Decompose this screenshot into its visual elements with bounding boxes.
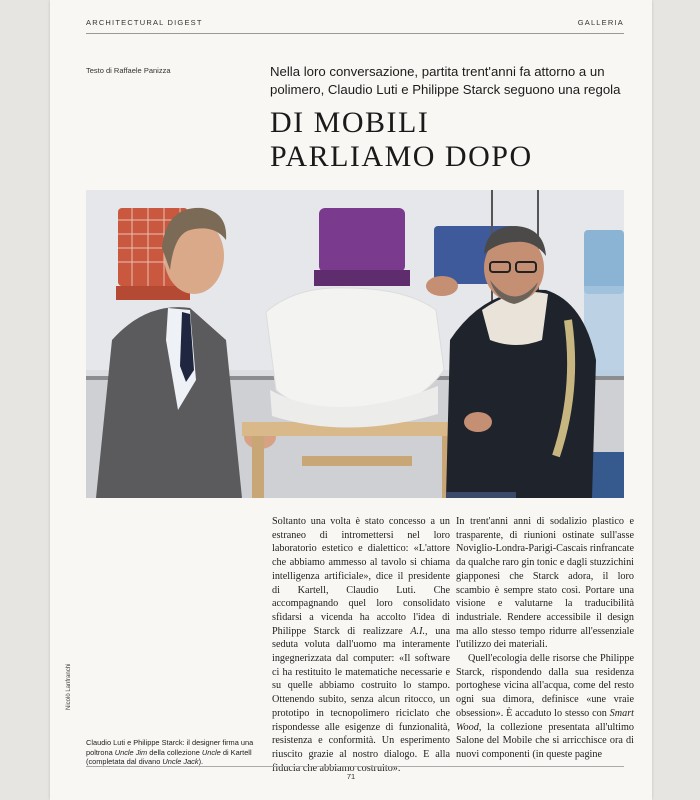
table-rail [302,456,412,466]
deck: Nella loro conversazione, partita trent'anni fa attorno a un polimero, Claudio Luti e Philippe Starck seguono una regola [270,64,621,97]
caption-text: di Kartell (completata dal divano [86,747,252,767]
white-chair-back [266,288,444,412]
caption-product-name: Uncle Jim [114,747,148,757]
footer-rule [86,766,624,767]
body-column-1 [272,515,450,775]
emphasis: A.I. [410,625,426,637]
body-paragraph: Soltanto una volta è stato concesso a un estraneo di intromettersi nel loro laboratorio estetico e dialettico: «L'attore che abbiamo ammesso al tavolo si chiama intelligenza artificiale», dice il presidente di Kartell, Claudio Luti. Che accompagnando quel loro consolidato sfidarsi a vicenda ha accolto l'idea di Philippe Starck di realizzare A.I., una seduta voluta dall'uomo ma interamente ingegnerizzata dal computer: «Il software ci ha restituito le matematiche necessarie e su quelle abbiamo costruito lo stampo. Ottenendo subito, senza alcun ritocco, un prototipo in tecnopolimero riciclato che rispondesse alle esigenze di funzionalità, resistenza e conformità. Un esperimento riuscito grazie al nostro dialogo. E alla fiducia che abbiamo costruito». [272,516,450,774]
jeans [446,492,516,498]
photo-caption [86,738,261,767]
caption-collection-name: Uncle [201,747,221,757]
headline-line-1: DI MOBILI [270,106,430,139]
magazine-name: ARCHITECTURAL DIGEST [86,18,203,27]
headline [270,106,630,174]
caption-product-name: Uncle Jack [162,757,199,767]
light-blue-chair [584,230,624,294]
body-paragraph: In trent'anni anni di sodalizio plastico e trasparente, di riunioni ostinate sull'asse Noviglio-Londra-Parigi-Cascais rinfrancate da qualche raro gin tonic e dagli stuzzichini giapponesi che Starck adora, il loro scambio è sempre stato così. Portare una visione e valutarne la traducibilità industriale. Rendere accessibile il design ma allo stesso tempo ridurre all'essenziale l'utilizzo dei materiali. [456,516,634,651]
section-name: GALLERIA [577,18,624,27]
emphasis: Smart Wood [456,707,634,733]
author-credit: Testo di Raffaele Panizza [86,66,171,75]
caption-text: della collezione [147,747,202,757]
header-rule [86,33,624,34]
right-man-hand [426,276,458,296]
photo-illustration [86,190,624,498]
headline-line-2: PARLIAMO DOPO [270,140,533,173]
body-column-2 [456,515,634,762]
photo-credit: Nicolò Lanfranchi [66,663,72,710]
caption-text: Claudio Luti e Philippe Starck: il designer firma una poltrona [86,738,254,757]
purple-chair [319,208,405,272]
table-leg [252,436,264,498]
magazine-page [50,0,652,800]
body-paragraph: Quell'ecologia delle risorse che Philippe Starck, rispondendo dalla sua residenza portoghese vicina all'acqua, come del resto ogni sua dimora, definisce «une vraie obsession». È accaduto lo stesso con Smart Wood, la collezione presentata all'ultimo Salone del Mobile che si arricchisce ora di nuovi componenti (in queste pagine [456,653,634,760]
main-photo [86,190,624,498]
right-man-hand [464,412,492,432]
purple-chair-seat [314,270,410,286]
page-number: 71 [346,772,356,781]
caption-text: ). [198,757,204,767]
